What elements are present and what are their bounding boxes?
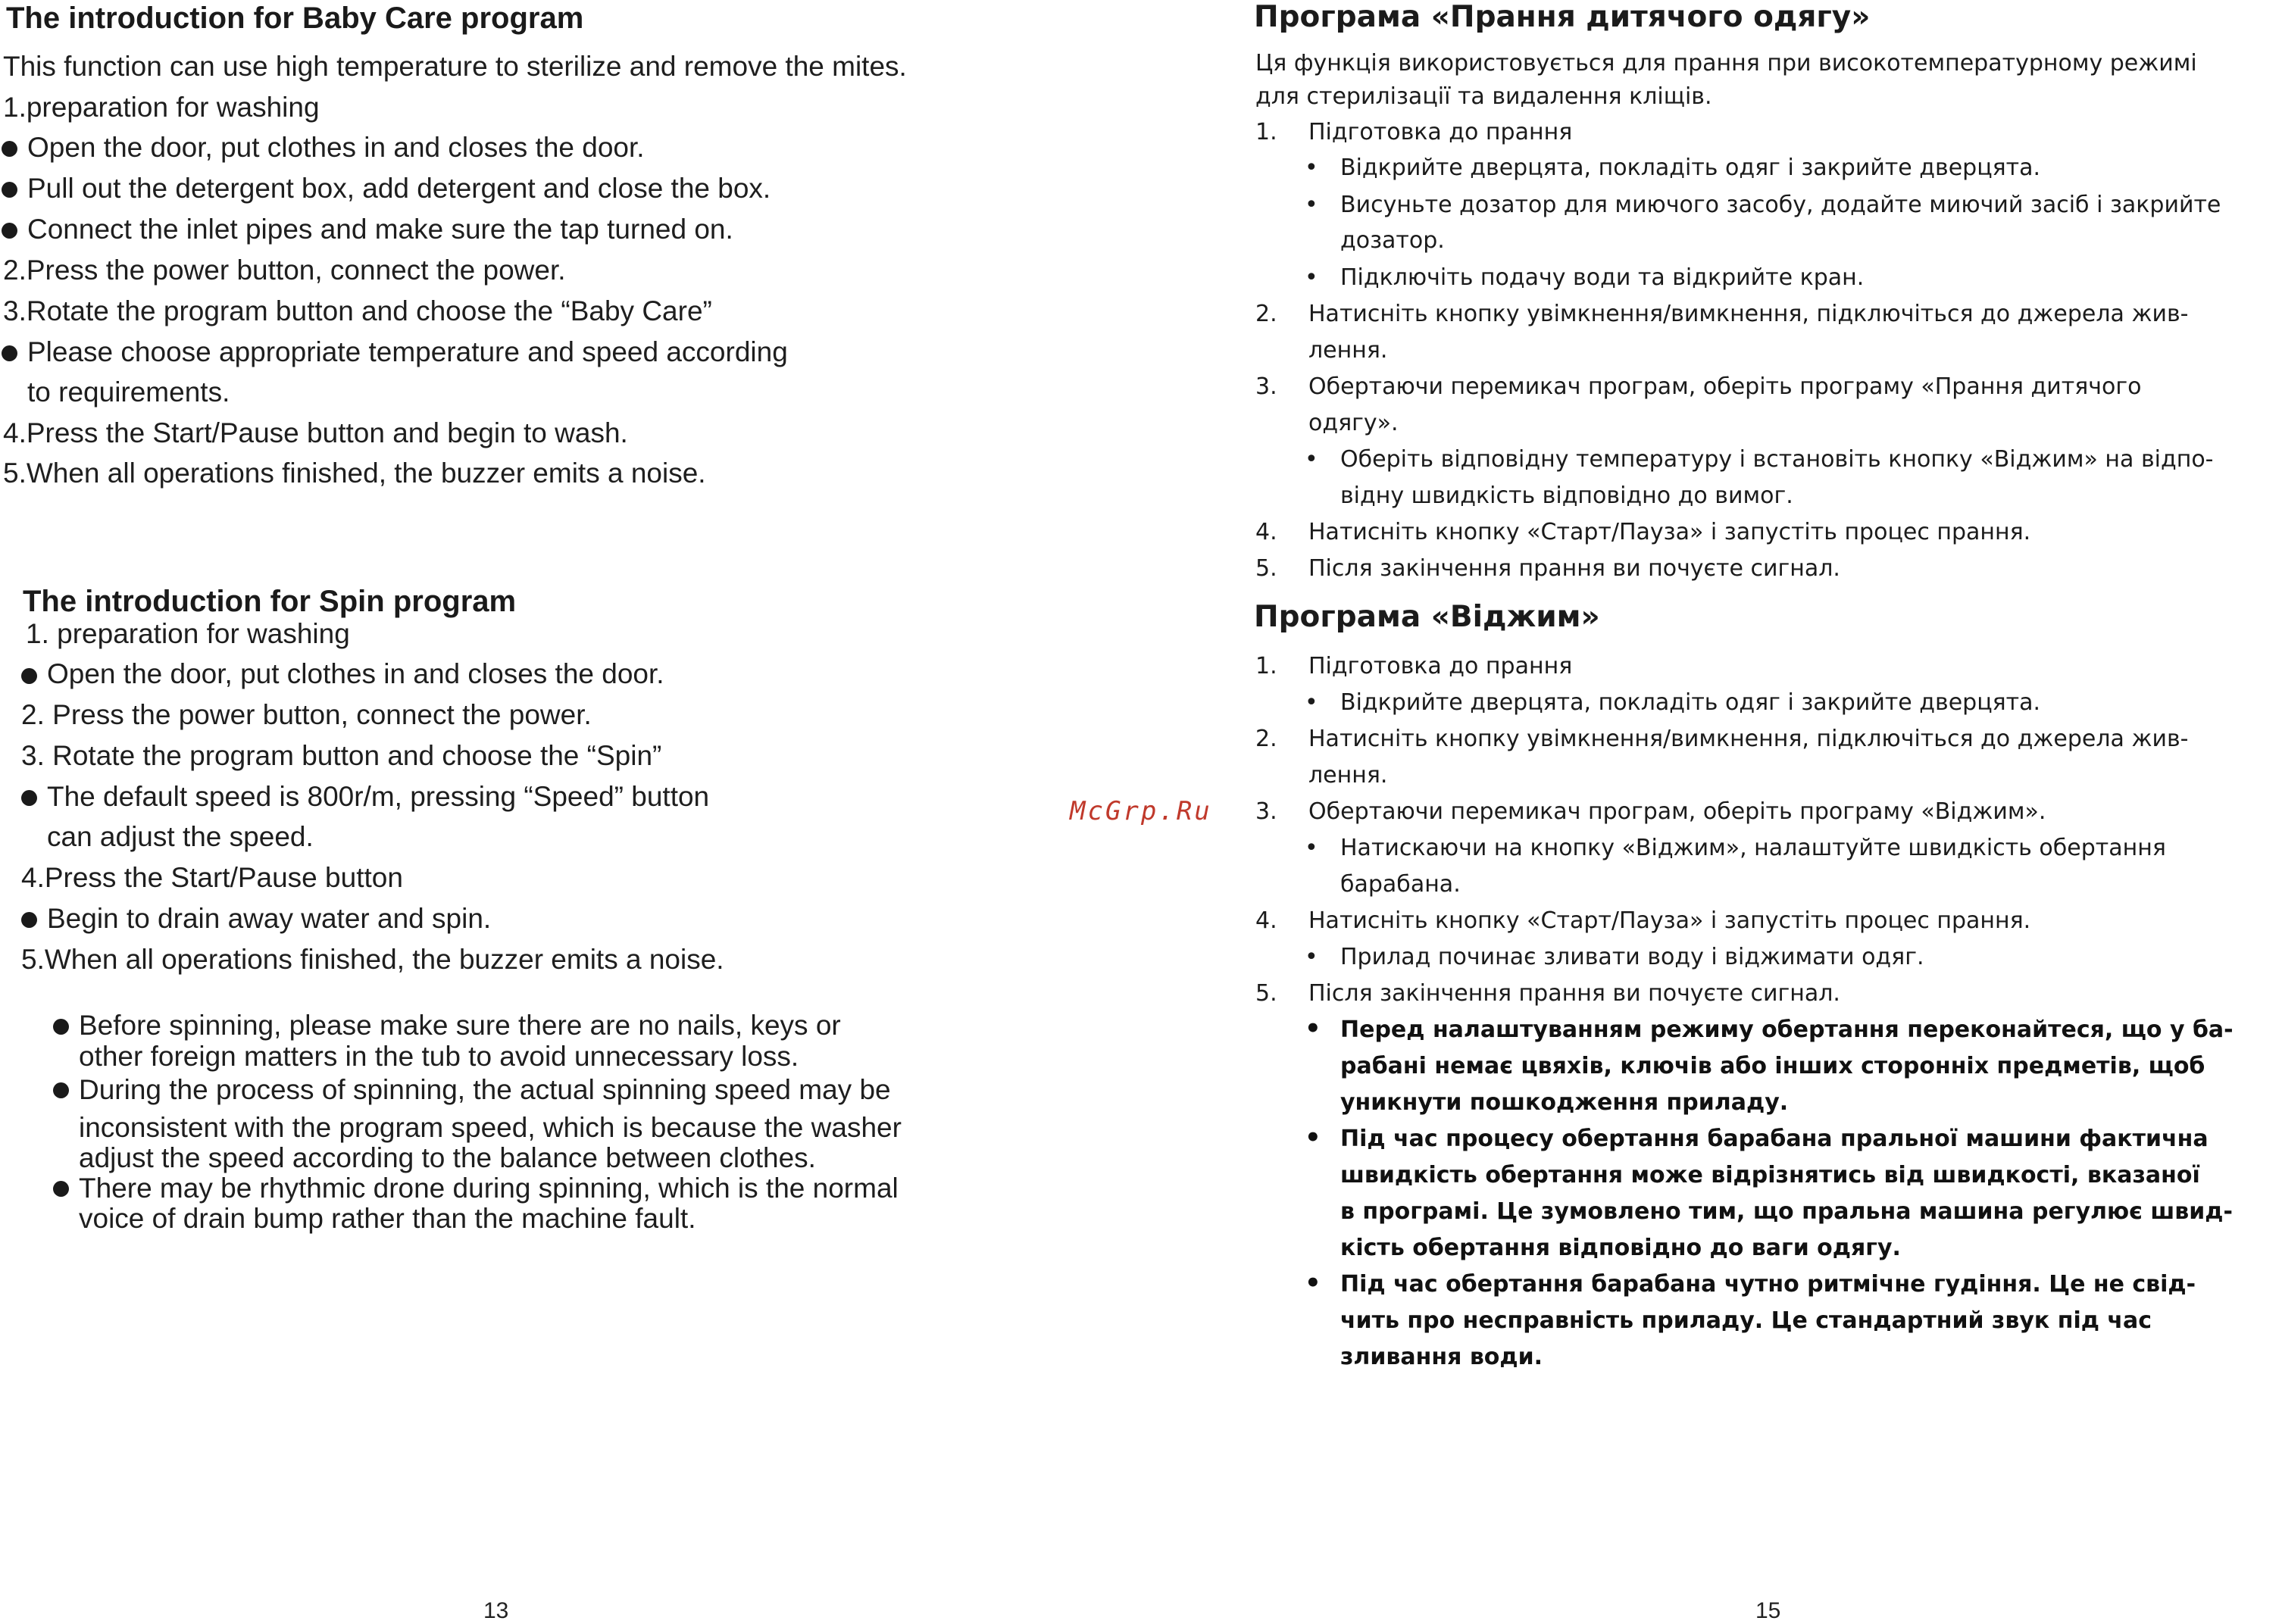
spin-note-2-line-1: During the process of spinning, the actual spinning speed may be bbox=[79, 1074, 891, 1105]
page-number-left: 13 bbox=[483, 1598, 509, 1623]
baby-care-bullet-4-line-1: Please choose appropriate temperature and speed according bbox=[27, 336, 788, 367]
spin-note-3-line-1: There may be rhythmic drone during spinning, which is the normal bbox=[79, 1173, 899, 1204]
bullet-icon bbox=[21, 790, 37, 806]
spin-bullet-2-line-1: The default speed is 800r/m, pressing “Speed” button bbox=[47, 781, 710, 812]
ua-spin-bullet-2-line-1: Натискаючи на кнопку «Віджим», налаштуйте швидкість обертання bbox=[1340, 835, 2166, 861]
watermark: McGrp.Ru bbox=[1070, 796, 1212, 826]
baby-care-step-4: 4.Press the Start/Pause button and begin to wash. bbox=[3, 417, 628, 448]
page-number-right: 15 bbox=[1755, 1598, 1781, 1623]
baby-care-step-1: 1.preparation for washing bbox=[3, 92, 320, 123]
ua-baby-step-4: Натисніть кнопку «Старт/Пауза» і запустіть процес прання. bbox=[1308, 519, 2031, 545]
bullet-icon bbox=[2, 182, 17, 198]
spin-step-5: 5.When all operations finished, the buzzer emits a noise. bbox=[21, 944, 724, 975]
bullet-icon bbox=[53, 1082, 69, 1098]
ua-baby-care-title: Програма «Прання дитячого одягу» bbox=[1254, 0, 1871, 34]
spin-step-1: 1. preparation for washing bbox=[26, 618, 350, 649]
ua-spin-step-3: Обертаючи перемикач програм, оберіть програму «Віджим». bbox=[1308, 798, 2046, 825]
ua-baby-step-2-line-2: лення. bbox=[1308, 337, 1388, 364]
spin-note-1-line-2: other foreign matters in the tub to avoid unnecessary loss. bbox=[79, 1041, 799, 1072]
spin-title: The introduction for Spin program bbox=[23, 585, 517, 618]
ua-baby-step-3-line-1: Обертаючи перемикач програм, оберіть програму «Прання дитячого bbox=[1308, 373, 2142, 400]
ua-spin-step-5: Після закінчення прання ви почуєте сигнал. bbox=[1308, 980, 1840, 1007]
bullet-icon bbox=[53, 1181, 69, 1197]
spin-bullet-1: Open the door, put clothes in and closes the door. bbox=[47, 658, 664, 689]
spin-note-2-line-3: adjust the speed according to the balance between clothes. bbox=[79, 1142, 816, 1173]
ua-baby-step-2-line-1: Натисніть кнопку увімкнення/вимкнення, підключіться до джерела жив- bbox=[1308, 301, 2189, 327]
baby-care-bullet-4-line-2: to requirements. bbox=[27, 376, 230, 408]
baby-care-step-2: 2.Press the power button, connect the power. bbox=[3, 255, 566, 286]
spin-note-2-line-2: inconsistent with the program speed, which is because the washer bbox=[79, 1112, 902, 1143]
ua-baby-step-4-number: 4. bbox=[1255, 519, 1277, 545]
ua-spin-note-2-line-4: кість обертання відповідно до ваги одягу. bbox=[1340, 1235, 1901, 1261]
ua-baby-intro-line-2: для стерилізації та видалення кліщів. bbox=[1255, 83, 1712, 110]
ua-spin-note-1-line-2: рабані немає цвяхів, ключів або інших сторонніх предметів, щоб bbox=[1340, 1053, 2205, 1079]
ua-baby-step-5: Після закінчення прання ви почуєте сигнал. bbox=[1308, 555, 1840, 582]
ua-spin-title: Програма «Віджим» bbox=[1254, 600, 1600, 634]
bullet-icon: • bbox=[1305, 1123, 1321, 1153]
ua-spin-note-1-line-1: Перед налаштуванням режиму обертання переконайтеся, що у ба- bbox=[1340, 1017, 2234, 1043]
spin-step-4: 4.Press the Start/Pause button bbox=[21, 862, 403, 893]
bullet-icon bbox=[2, 345, 17, 361]
baby-care-step-5: 5.When all operations finished, the buzzer emits a noise. bbox=[3, 458, 706, 489]
bullet-icon bbox=[21, 912, 37, 928]
ua-spin-note-3-line-3: зливання води. bbox=[1340, 1344, 1543, 1370]
ua-baby-intro-line-1: Ця функція використовується для прання при високотемпературному режимі bbox=[1255, 50, 2197, 77]
ua-spin-step-1: Підготовка до прання bbox=[1308, 653, 1573, 679]
bullet-icon: • bbox=[1305, 446, 1318, 473]
ua-spin-step-1-number: 1. bbox=[1255, 653, 1277, 679]
ua-spin-step-2-line-2: лення. bbox=[1308, 762, 1388, 789]
ua-spin-bullet-2-line-2: барабана. bbox=[1340, 871, 1461, 898]
bullet-icon: • bbox=[1305, 1268, 1321, 1298]
ua-spin-note-3-line-2: чить про несправність приладу. Це стандартний звук під час bbox=[1340, 1307, 2152, 1334]
bullet-icon: • bbox=[1305, 1013, 1321, 1044]
bullet-icon: • bbox=[1305, 155, 1318, 181]
spin-bullet-2-line-2: can adjust the speed. bbox=[47, 821, 314, 852]
ua-spin-bullet-1: Відкрийте дверцята, покладіть одяг і закрийте дверцята. bbox=[1340, 689, 2041, 716]
spin-note-3-line-2: voice of drain bump rather than the machine fault. bbox=[79, 1203, 696, 1234]
baby-care-bullet-2: Pull out the detergent box, add detergent and close the box. bbox=[27, 173, 771, 204]
ua-spin-note-3-line-1: Під час обертання барабана чутно ритмічне гудіння. Це не свід- bbox=[1340, 1271, 2196, 1298]
bullet-icon bbox=[2, 141, 17, 157]
bullet-icon: • bbox=[1305, 835, 1318, 861]
spin-bullet-3: Begin to drain away water and spin. bbox=[47, 903, 492, 934]
ua-baby-step-1: Підготовка до прання bbox=[1308, 119, 1573, 145]
spin-note-1-line-1: Before spinning, please make sure there are no nails, keys or bbox=[79, 1010, 841, 1041]
baby-care-step-3: 3.Rotate the program button and choose the “Baby Care” bbox=[3, 295, 712, 326]
bullet-icon bbox=[2, 223, 17, 239]
spin-step-2: 2. Press the power button, connect the power. bbox=[21, 699, 592, 730]
bullet-icon: • bbox=[1305, 264, 1318, 291]
ua-baby-bullet-2-line-2: дозатор. bbox=[1340, 227, 1445, 254]
ua-spin-note-2-line-3: в програмі. Це зумовлено тим, що пральна машина регулює швид- bbox=[1340, 1198, 2233, 1225]
ua-spin-note-2-line-1: Під час процесу обертання барабана пральної машини фактична bbox=[1340, 1126, 2209, 1152]
ua-baby-bullet-4-line-2: відну швидкість відповідно до вимог. bbox=[1340, 483, 1793, 509]
ua-spin-bullet-3: Прилад починає зливати воду і віджимати одяг. bbox=[1340, 944, 1924, 970]
ua-baby-step-3-line-2: одягу». bbox=[1308, 410, 1399, 436]
spin-step-3: 3. Rotate the program button and choose the “Spin” bbox=[21, 740, 662, 771]
ua-spin-note-2-line-2: швидкість обертання може відрізнятись від швидкості, вказаної bbox=[1340, 1162, 2200, 1188]
baby-care-title: The introduction for Baby Care program bbox=[6, 2, 584, 35]
bullet-icon: • bbox=[1305, 689, 1318, 716]
ua-spin-step-2-line-1: Натисніть кнопку увімкнення/вимкнення, підключіться до джерела жив- bbox=[1308, 726, 2189, 752]
ua-baby-bullet-4-line-1: Оберіть відповідну температуру і встановіть кнопку «Віджим» на відпо- bbox=[1340, 446, 2214, 473]
ua-spin-step-3-number: 3. bbox=[1255, 798, 1277, 825]
bullet-icon bbox=[21, 668, 37, 684]
ua-spin-note-1-line-3: уникнути пошкодження приладу. bbox=[1340, 1089, 1789, 1116]
bullet-icon: • bbox=[1305, 192, 1318, 218]
ua-baby-step-1-number: 1. bbox=[1255, 119, 1277, 145]
ua-spin-step-5-number: 5. bbox=[1255, 980, 1277, 1007]
bullet-icon: • bbox=[1305, 944, 1318, 970]
bullet-icon bbox=[53, 1019, 69, 1035]
baby-care-intro: This function can use high temperature to sterilize and remove the mites. bbox=[3, 51, 907, 82]
ua-baby-bullet-1: Відкрийте дверцята, покладіть одяг і закрийте дверцята. bbox=[1340, 155, 2041, 181]
ua-spin-step-2-number: 2. bbox=[1255, 726, 1277, 752]
ua-baby-bullet-3: Підключіть подачу води та відкрийте кран. bbox=[1340, 264, 1865, 291]
ua-baby-step-3-number: 3. bbox=[1255, 373, 1277, 400]
ua-baby-step-5-number: 5. bbox=[1255, 555, 1277, 582]
ua-baby-step-2-number: 2. bbox=[1255, 301, 1277, 327]
ua-spin-step-4-number: 4. bbox=[1255, 907, 1277, 934]
baby-care-bullet-3: Connect the inlet pipes and make sure the tap turned on. bbox=[27, 214, 733, 245]
baby-care-bullet-1: Open the door, put clothes in and closes the door. bbox=[27, 132, 645, 163]
ua-baby-bullet-2-line-1: Висуньте дозатор для миючого засобу, додайте миючий засіб і закрийте bbox=[1340, 192, 2221, 218]
ua-spin-step-4: Натисніть кнопку «Старт/Пауза» і запустіть процес прання. bbox=[1308, 907, 2031, 934]
